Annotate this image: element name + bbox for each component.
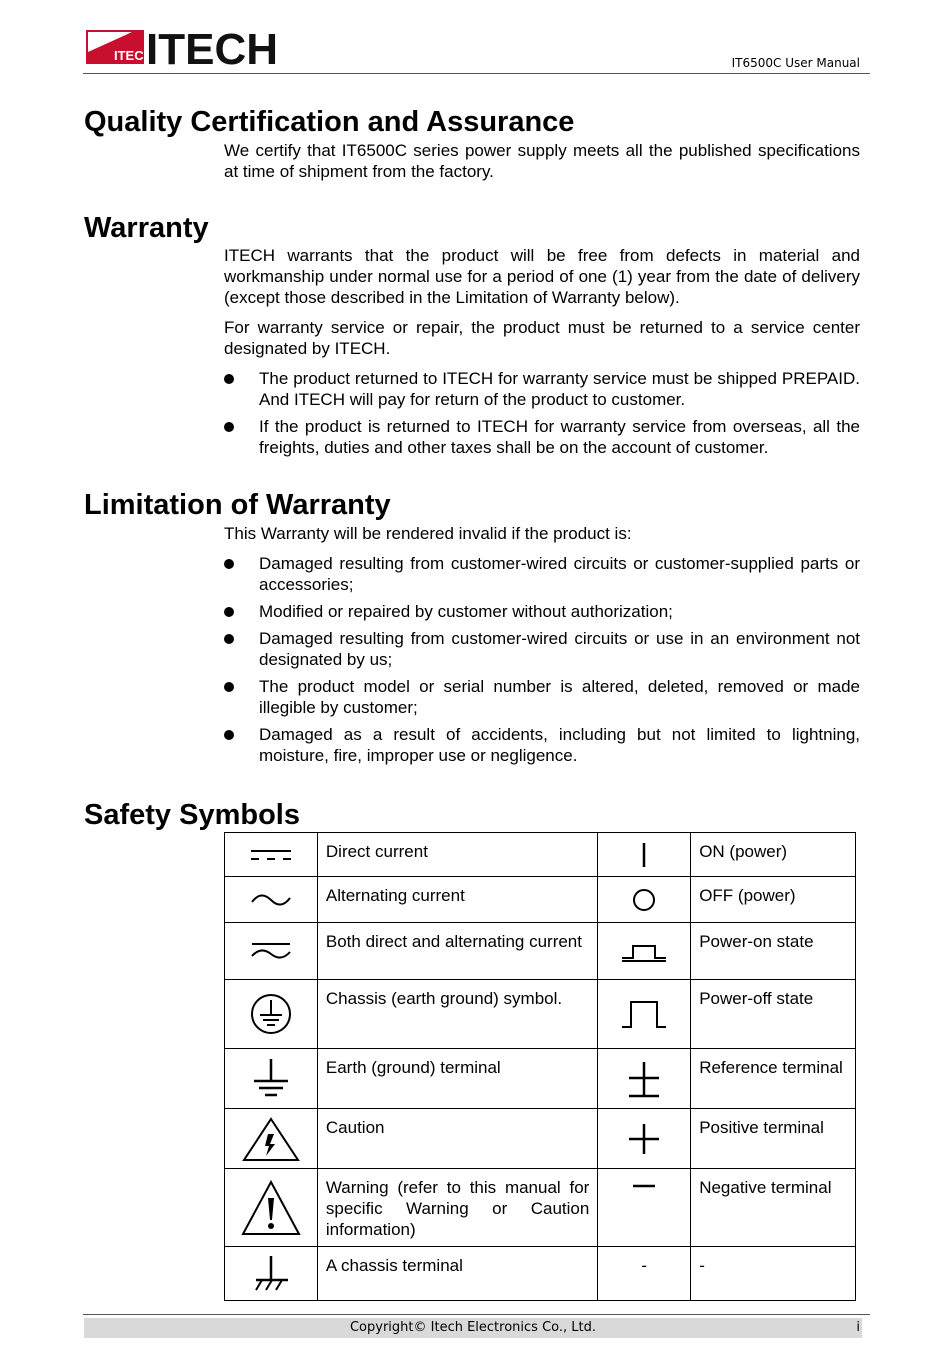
earth-ground-terminal-icon — [225, 1049, 318, 1109]
warranty-paragraph-1: ITECH warrants that the product will be free from defects in material and workmanship under normal use for a period of one (1) year from the date of delivery (except those described in the Limitation of Warranty below). — [224, 246, 860, 307]
warranty-body — [224, 245, 860, 458]
symbol-description: Reference terminal — [691, 1049, 856, 1109]
list-item: Damaged resulting from customer-wired circuits or customer-supplied parts or accessories; — [224, 553, 860, 595]
list-item: Modified or repaired by customer without authorization; — [224, 601, 860, 622]
table-row — [225, 980, 856, 1049]
list-item: Damaged resulting from customer-wired circuits or use in an environment not designated by us; — [224, 628, 860, 670]
power-off-state-icon — [598, 980, 691, 1049]
off-power-icon — [598, 877, 691, 923]
table-row — [225, 1169, 856, 1247]
table-row — [225, 1049, 856, 1109]
symbol-description: Power-off state — [691, 980, 856, 1049]
limitation-bullet-list — [224, 553, 860, 766]
quality-body — [224, 140, 860, 182]
table-row — [225, 833, 856, 877]
warranty-paragraph-2: For warranty service or repair, the product must be returned to a service center designated by ITECH. — [224, 318, 860, 358]
quality-title: Quality Certification and Assurance — [84, 106, 575, 138]
itech-logo — [86, 26, 301, 68]
reference-terminal-icon — [598, 1049, 691, 1109]
limitation-body — [224, 523, 860, 766]
table-row — [225, 877, 856, 923]
manual-title: IT6500C User Manual — [731, 56, 860, 70]
table-row — [225, 1109, 856, 1169]
logo-brand-text: ITECH — [146, 26, 278, 68]
chassis-terminal-icon — [225, 1247, 318, 1301]
warranty-bullet-list — [224, 368, 860, 458]
power-on-state-icon — [598, 923, 691, 980]
limitation-title: Limitation of Warranty — [84, 489, 391, 521]
footer-divider — [83, 1314, 870, 1315]
positive-terminal-icon — [598, 1109, 691, 1169]
symbol-description: Alternating current — [317, 877, 597, 923]
negative-terminal-icon — [598, 1169, 691, 1247]
symbol-description: ON (power) — [691, 833, 856, 877]
empty-symbol-cell: - — [598, 1247, 691, 1301]
copyright-text: Copyright© Itech Electronics Co., Ltd. — [349, 1320, 596, 1335]
warranty-title: Warranty — [84, 212, 209, 244]
symbol-description: Warning (refer to this manual for specific Warning or Caution information) — [317, 1169, 597, 1247]
symbol-description: Chassis (earth ground) symbol. — [317, 980, 597, 1049]
safety-title: Safety Symbols — [84, 799, 300, 831]
header-divider — [83, 73, 870, 74]
direct-current-icon — [225, 833, 318, 877]
alternating-current-icon — [225, 877, 318, 923]
safety-symbols-table — [224, 832, 856, 1301]
chassis-earth-ground-icon — [225, 980, 318, 1049]
symbol-description: Power-on state — [691, 923, 856, 980]
symbol-description: - — [691, 1247, 856, 1301]
symbol-description: Positive terminal — [691, 1109, 856, 1169]
table-row — [225, 923, 856, 980]
warning-icon — [225, 1169, 318, 1247]
symbol-description: A chassis terminal — [317, 1247, 597, 1301]
symbol-description: Caution — [317, 1109, 597, 1169]
quality-paragraph: We certify that IT6500C series power supply meets all the published specifications at time of shipment from the factory. — [224, 141, 860, 181]
list-item: The product returned to ITECH for warranty service must be shipped PREPAID. And ITECH will pay for return of the product to customer. — [224, 368, 860, 410]
symbol-description: Earth (ground) terminal — [317, 1049, 597, 1109]
table-row — [225, 1247, 856, 1301]
symbol-description: Negative terminal — [691, 1169, 856, 1247]
list-item: The product model or serial number is altered, deleted, removed or made illegible by customer; — [224, 676, 860, 718]
symbol-description: Direct current — [317, 833, 597, 877]
page-number: i — [856, 1320, 860, 1335]
both-ac-dc-icon — [225, 923, 318, 980]
limitation-intro: This Warranty will be rendered invalid if the product is: — [224, 524, 632, 543]
on-power-icon — [598, 833, 691, 877]
list-item: If the product is returned to ITECH for warranty service from overseas, all the freights, duties and other taxes shall be on the account of customer. — [224, 416, 860, 458]
footer — [84, 1318, 862, 1338]
caution-icon — [225, 1109, 318, 1169]
symbol-description: OFF (power) — [691, 877, 856, 923]
symbol-description: Both direct and alternating current — [317, 923, 597, 980]
list-item: Damaged as a result of accidents, including but not limited to lightning, moisture, fire, improper use or negligence. — [224, 724, 860, 766]
logo-small-text: ITECH — [114, 48, 153, 63]
